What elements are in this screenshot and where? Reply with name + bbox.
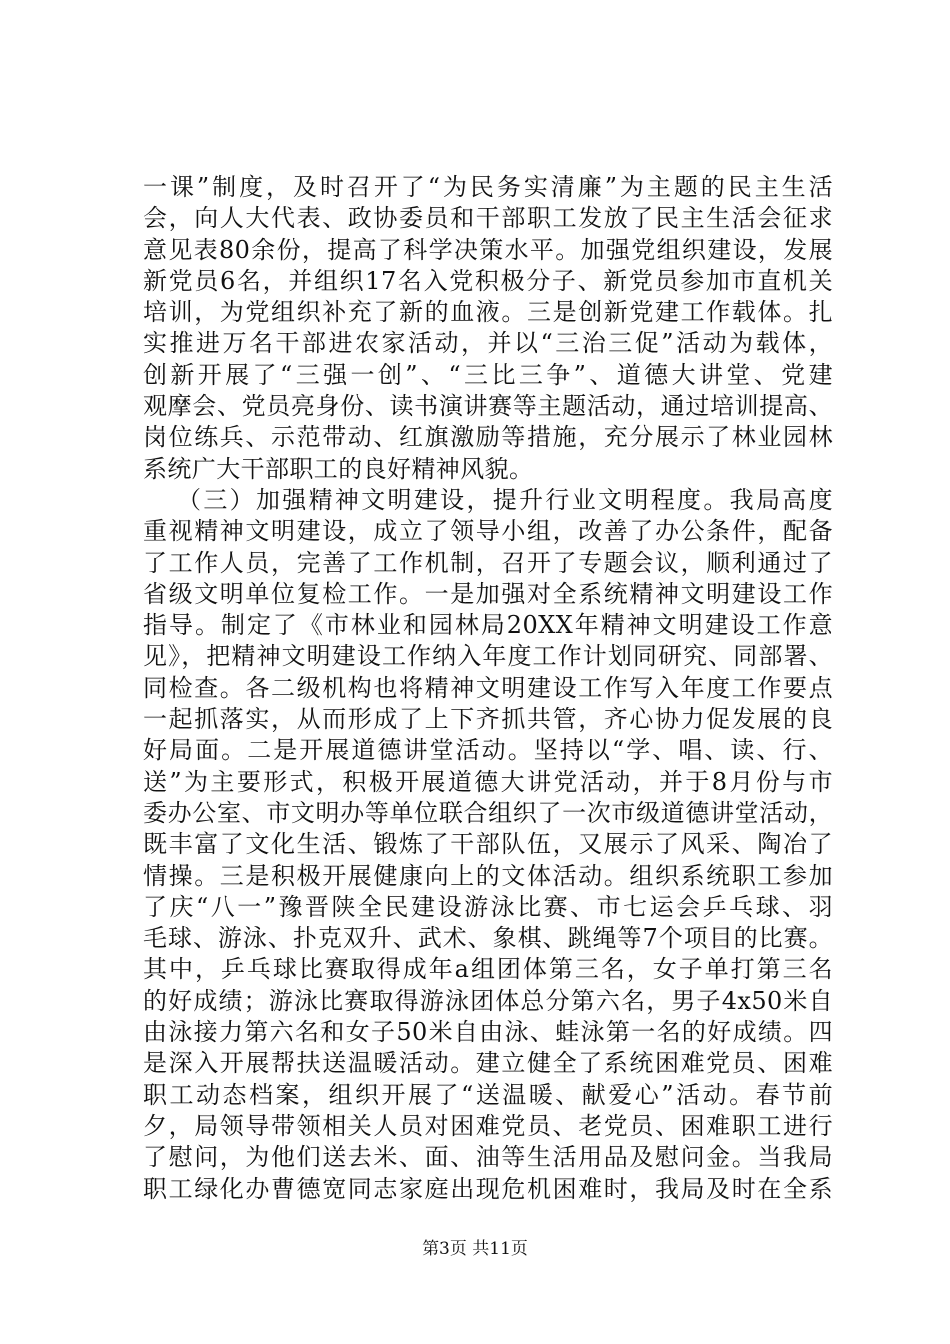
- text-line-18: 一起抓落实，从而形成了上下齐抓共管，齐心协力促发展的良: [143, 705, 833, 734]
- text-line-2: 会，向人大代表、政协委员和干部职工发放了民主生活会征求: [143, 204, 833, 233]
- text-line-9: 岗位练兵、示范带动、红旗激励等措施，充分展示了林业园林: [143, 423, 833, 452]
- text-line-7: 创新开展了“三强一创”、“三比三争”、道德大讲堂、党建: [143, 360, 833, 389]
- text-line-13: 了工作人员，完善了工作机制，召开了专题会议，顺利通过了: [143, 548, 833, 577]
- text-line-25: 毛球、游泳、扑克双升、武术、象棋、跳绳等7个项目的比赛。: [143, 924, 833, 953]
- text-line-32: 了慰问，为他们送去米、面、油等生活用品及慰问金。当我局: [143, 1143, 833, 1172]
- text-line-30: 职工动态档案，组织开展了“送温暖、献爱心”活动。春节前: [143, 1080, 833, 1109]
- text-line-27: 的好成绩；游泳比赛取得游泳团体总分第六名，男子4x50米自: [143, 986, 833, 1015]
- text-line-29: 是深入开展帮扶送温暖活动。建立健全了系统困难党员、困难: [143, 1049, 833, 1078]
- text-line-31: 夕，局领导带领相关人员对困难党员、老党员、困难职工进行: [143, 1111, 833, 1140]
- text-line-10: 系统广大干部职工的良好精神风貌。: [143, 454, 534, 483]
- text-line-23: 情操。三是积极开展健康向上的文体活动。组织系统职工参加: [143, 861, 833, 890]
- text-line-5: 培训，为党组织补充了新的血液。三是创新党建工作载体。扎: [143, 298, 833, 327]
- text-line-16: 见》，把精神文明建设工作纳入年度工作计划同研究、同部署、: [143, 642, 833, 671]
- text-line-6: 实推进万名干部进农家活动，并以“三治三促”活动为载体，: [143, 329, 833, 358]
- text-line-17: 同检查。各二级机构也将精神文明建设工作写入年度工作要点: [143, 673, 833, 702]
- text-line-22: 既丰富了文化生活、锻炼了干部队伍，又展示了风采、陶冶了: [143, 830, 833, 859]
- text-line-20: 送”为主要形式，积极开展道德大讲党活动，并于8月份与市: [143, 767, 833, 796]
- text-line-15: 指导。制定了《市林业和园林局20XX年精神文明建设工作意: [143, 611, 833, 640]
- text-line-19: 好局面。二是开展道德讲堂活动。坚持以“学、唱、读、行、: [143, 736, 833, 765]
- text-line-8: 观摩会、党员亮身份、读书演讲赛等主题活动，通过培训提高、: [143, 392, 833, 421]
- text-line-12: 重视精神文明建设，成立了领导小组，改善了办公条件，配备: [143, 517, 833, 546]
- text-line-28: 由泳接力第六名和女子50米自由泳、蛙泳第一名的好成绩。四: [143, 1018, 833, 1047]
- text-line-21: 委办公室、市文明办等单位联合组织了一次市级道德讲堂活动，: [143, 798, 833, 827]
- text-line-26: 其中，乒乓球比赛取得成年a组团体第三名，女子单打第三名: [143, 955, 833, 984]
- text-line-4: 新党员6名，并组织17名入党积极分子、新党员参加市直机关: [143, 266, 833, 295]
- body-text: [143, 172, 833, 1205]
- text-line-1: 一课”制度，及时召开了“为民务实清廉”为主题的民主生活: [143, 173, 833, 201]
- text-line-24: 了庆“八一”豫晋陕全民建设游泳比赛、市七运会乒乓球、羽: [143, 892, 833, 921]
- text-line-3: 意见表80余份，提高了科学决策水平。加强党组织建设，发展: [143, 235, 833, 264]
- text-line-33: 职工绿化办曹德宽同志家庭出现危机困难时，我局及时在全系: [143, 1174, 833, 1203]
- section-heading-line: （三）加强精神文明建设，提升行业文明程度。我局高度: [177, 485, 833, 514]
- page-number-footer: 第3页 共11页: [422, 1239, 528, 1259]
- text-line-14: 省级文明单位复检工作。一是加强对全系统精神文明建设工作: [143, 579, 833, 608]
